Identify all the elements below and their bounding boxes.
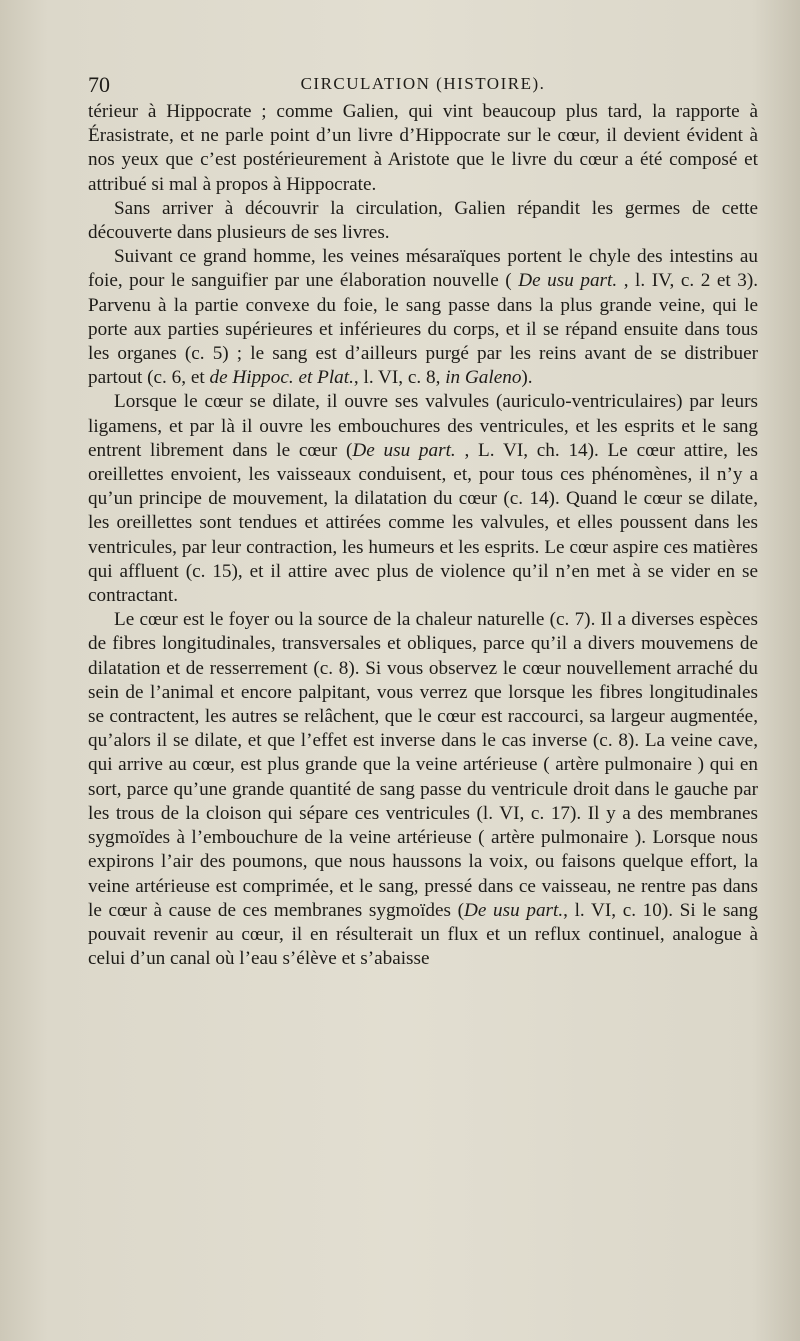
text-run: Le cœur est le foyer ou la source de la chaleur naturelle (c. 7). Il a diverses espèces de fibres longitudinales, transversales et obliques, parce qu’il a divers mouvemens de dilatation et de resserrement (c. 8). Si vous observez le cœur nouvellement arraché du sein de l’animal et encore palpitant, vous verrez que lorsque les fibres longitudinales se contractent, les autres se relâchent, que le cœur est raccourci, sa largeur augmentée, qu’alors il se dilate, et que l’effet est inverse dans le cas inverse (c. 8). La veine cave, qui arrive au cœur, est plus grande que la veine artérieuse ( artère pulmonaire ) qui en sort, parce qu’une grande quantité de sang passe du ventricule droit dans le gauche par les trous de la cloison qui sépare ces ventricules (l. VI, c. 17). Il y a des membranes sygmoïdes à l’embouchure de la veine artérieuse ( artère pulmonaire ). Lorsque nous expirons l’air des poumons, que nous haussons la voix, ou faisons quelque effort, la veine artérieuse est comprimée, et le sang, pressé dans ce vaisseau, ne rentre pas dans le cœur à cause de ces membranes sygmoïdes ( — [88, 609, 758, 921]
citation-italic: De usu part. — [352, 439, 456, 461]
text-run: Sans arriver à découvrir la circulation, Galien répandit les germes de cette découverte dans plusieurs de ses livres. — [88, 197, 758, 244]
body-text — [88, 100, 758, 971]
paragraph — [88, 197, 758, 245]
paragraph — [88, 390, 758, 608]
citation-italic: in Galeno — [445, 367, 522, 389]
running-title: CIRCULATION (HISTOIRE). — [300, 74, 546, 93]
text-run: ). — [521, 367, 533, 389]
paragraph — [88, 608, 758, 971]
text-run: , l. VI, c. 10). Si le sang pouvait revenir au cœur, il en résulterait un flux et un reflux continuel, analogue à celui d’un canal où l’eau s’élève et s’abaisse — [88, 899, 758, 970]
text-run: , l. VI, c. 8, — [353, 367, 446, 389]
text-run: , l. IV, c. 2 et 3). Parvenu à la partie convexe du foie, le sang passe dans la plus grande veine, qui le porte aux parties supérieures et inférieures du corps, et il se répand ensuite dans tous les organes (c. 5) ; le sang est d’ailleurs purgé par les reins avant de se distribuer partout (c. 6, et — [88, 270, 758, 389]
text-run: Suivant ce grand homme, les veines mésaraïques portent le chyle des intestins au foie, pour le sanguifier par une élaboration nouvelle ( — [88, 246, 758, 292]
citation-italic: de Hippoc. et Plat. — [209, 367, 354, 389]
text-run: térieur à Hippocrate ; comme Galien, qui vint beaucoup plus tard, la rapporte à Érasistrate, et ne parle point d’un livre d’Hippocrate sur le cœur, il devient évident à nos yeux que c’est postérieurement à Aristote que le livre du cœur a été composé et attribué si mal à propos à Hippocrate. — [88, 101, 758, 195]
text-run: , L. VI, ch. 14). Le cœur attire, les oreillettes envoient, les vaisseaux conduisent, et, pour tous ces phénomènes, il n’y a qu’un principe de mouvement, la dilatation du cœur (c. 14). Quand le cœur se dilate, les oreillettes sont tendues et attirées comme les valvules, et elles poussent dans les ventricules, par leur contraction, les humeurs et les esprits. Le cœur aspire ces matières qui affluent (c. 15), et il attire avec plus de violence qu’il n’en met à se vider en se contractant. — [88, 439, 758, 607]
citation-italic: De usu part. — [518, 270, 618, 292]
page-header — [88, 72, 758, 102]
citation-italic: De usu part. — [464, 899, 564, 921]
page-number: 70 — [88, 72, 110, 97]
text-run: Lorsque le cœur se dilate, il ouvre ses valvules (auriculo-ventriculaires) par leurs ligamens, et par là il ouvre les embouchures des ventricules, et les esprits et le sang entrent librement dans le cœur ( — [88, 391, 758, 461]
paragraph — [88, 100, 758, 197]
paragraph — [88, 245, 758, 390]
